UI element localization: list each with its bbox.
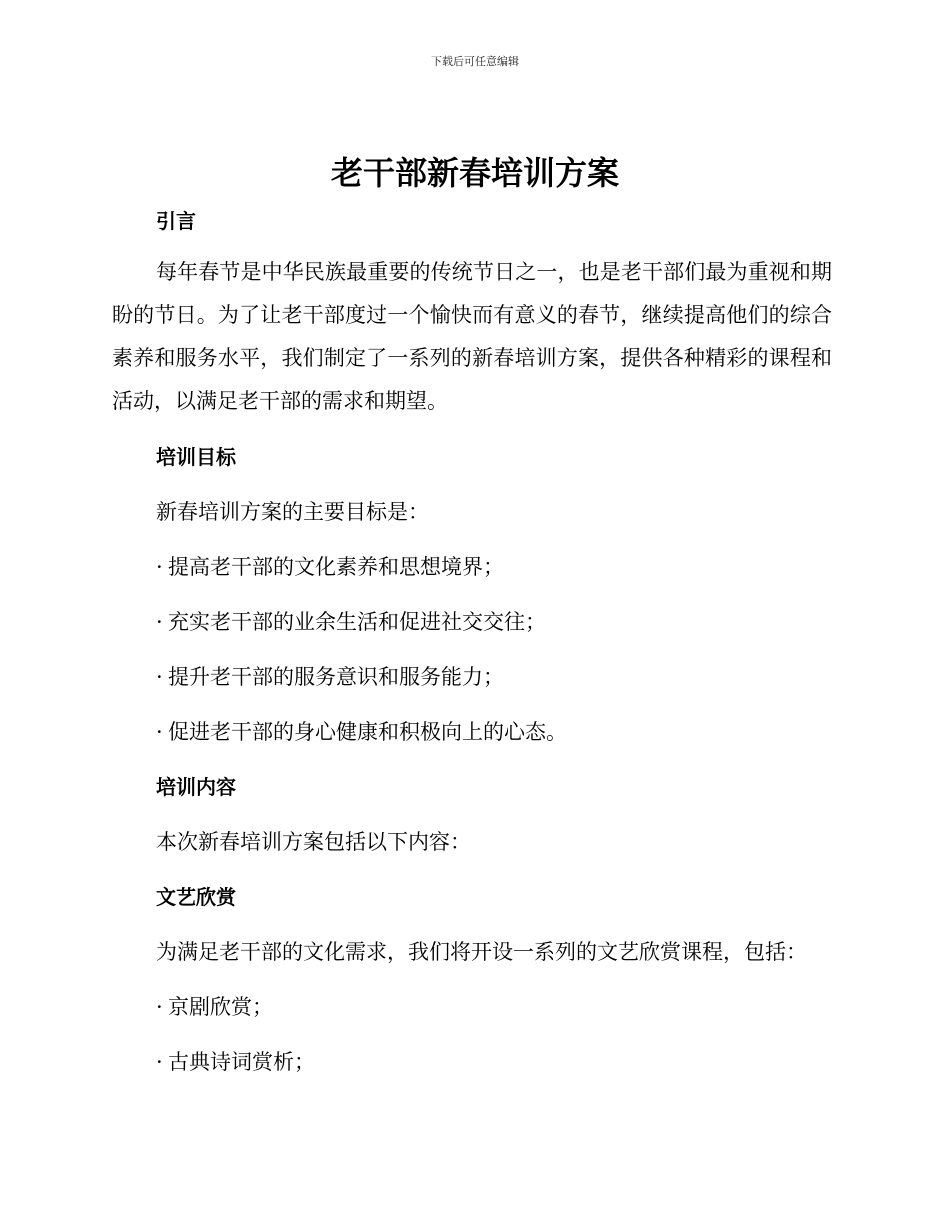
- goals-lead: 新春培训方案的主要目标是：: [156, 500, 429, 524]
- section-heading-intro: 引言: [156, 209, 196, 233]
- bullet-icon: ·: [156, 610, 163, 634]
- arts-lead: 为满足老干部的文化需求，我们将开设一系列的文艺欣赏课程，包括：: [156, 940, 807, 964]
- bullet-icon: ·: [156, 555, 163, 579]
- document-title: 老干部新春培训方案: [330, 154, 619, 192]
- section-heading-arts: 文艺欣赏: [156, 885, 236, 909]
- page-header-note: 下载后可任意编辑: [431, 55, 519, 68]
- goal-item-text: 提高老干部的文化素养和思想境界；: [168, 555, 504, 579]
- arts-item-text: 古典诗词赏析；: [168, 1050, 315, 1074]
- goal-item: [112, 656, 832, 698]
- arts-item: [112, 1041, 832, 1083]
- content-lead: 本次新春培训方案包括以下内容：: [156, 830, 471, 854]
- bullet-icon: ·: [156, 665, 163, 689]
- bullet-icon: ·: [156, 1050, 163, 1074]
- arts-item: [112, 986, 832, 1028]
- goal-item: [112, 546, 832, 588]
- goal-item: [112, 711, 832, 753]
- goal-item: [112, 601, 832, 643]
- bullet-icon: ·: [156, 995, 163, 1019]
- intro-paragraph: 每年春节是中华民族最重要的传统节日之一，也是老干部们最为重视和期盼的节日。为了让老干部度过一个愉快而有意义的春节，继续提高他们的综合素养和服务水平，我们制定了一系列的新春培训方案，提供各种精彩的课程和活动，以满足老干部的需求和期望。: [112, 260, 832, 413]
- section-heading-goals: 培训目标: [156, 445, 236, 469]
- goal-item-text: 充实老干部的业余生活和促进社交交往；: [168, 610, 546, 634]
- document-body: [112, 200, 832, 1083]
- goal-item-text: 促进老干部的身心健康和积极向上的心态。: [168, 720, 567, 744]
- section-heading-content: 培训内容: [156, 775, 236, 799]
- arts-item-text: 京剧欣赏；: [168, 995, 273, 1019]
- bullet-icon: ·: [156, 720, 163, 744]
- goal-item-text: 提升老干部的服务意识和服务能力；: [168, 665, 504, 689]
